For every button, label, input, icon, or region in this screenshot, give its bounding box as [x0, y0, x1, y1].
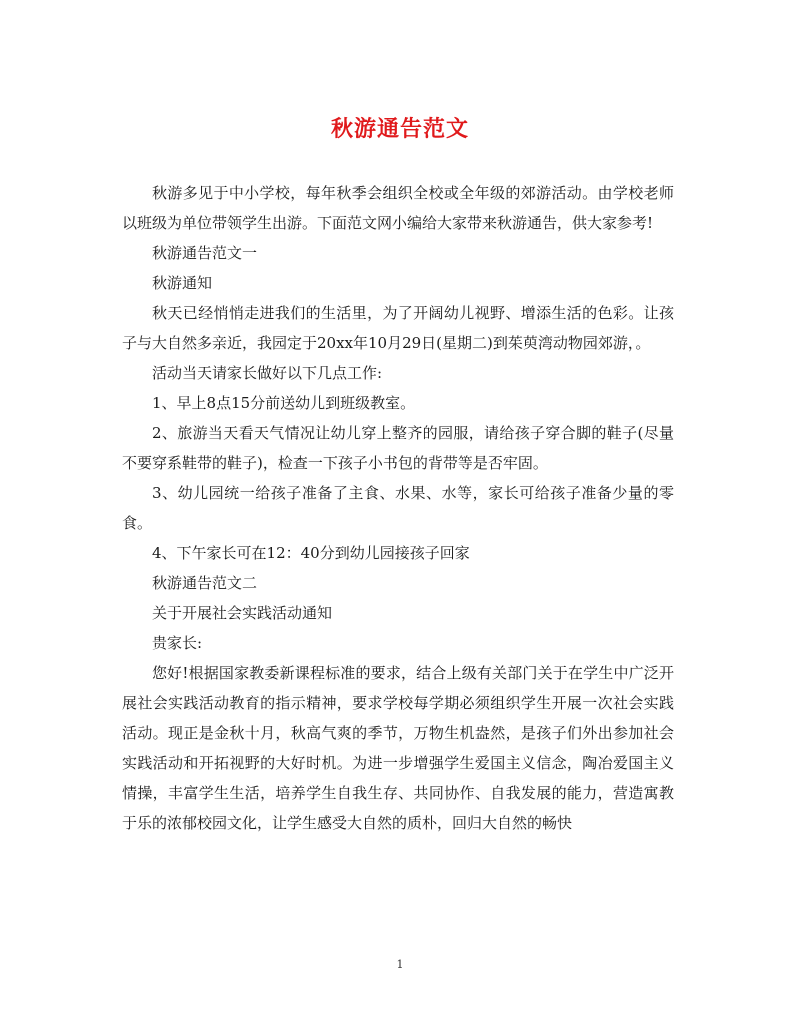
page-number: 1: [396, 958, 404, 971]
section-heading-sample-two: 秋游通告范文二: [152, 574, 258, 592]
notice-paragraph: 秋天已经悄悄走进我们的生活里，为了开阔幼儿视野、增添生活的色彩。让孩子与大自然多亲近，我园定于20xx年10月29日(星期二)到茱萸湾动物园郊游，。: [122, 304, 674, 352]
instruction-item-2: 2、旅游当天看天气情况让幼儿穿上整齐的园服，请给孩子穿合脚的鞋子(尽量不要穿系鞋带的鞋子)，检查一下孩子小书包的背带等是否牢固。: [122, 424, 674, 472]
instruction-item-3: 3、幼儿园统一给孩子准备了主食、水果、水等，家长可给孩子准备少量的零食。: [122, 484, 674, 532]
intro-paragraph: 秋游多见于中小学校，每年秋季会组织全校或全年级的郊游活动。由学校老师以班级为单位带领学生出游。下面范文网小编给大家带来秋游通告，供大家参考!: [122, 184, 674, 232]
instruction-item-4: 4、下午家长可在12：40分到幼儿园接孩子回家: [152, 544, 470, 562]
document-title: 秋游通告范文: [330, 116, 469, 142]
instructions-intro: 活动当天请家长做好以下几点工作:: [152, 364, 383, 382]
instruction-item-1: 1、早上8点15分前送幼儿到班级教室。: [152, 394, 416, 412]
salutation: 贵家长:: [152, 634, 203, 652]
activity-notice-heading: 关于开展社会实践活动通知: [152, 604, 333, 622]
notice-heading: 秋游通知: [152, 274, 213, 292]
activity-notice-paragraph: 您好!根据国家教委新课程标准的要求，结合上级有关部门关于在学生中广泛开展社会实践活动教育的指示精神，要求学校每学期必须组织学生开展一次社会实践活动。现正是金秋十月，秋高气爽的季节，万物生机盎然，是孩子们外出参加社会实践活动和开拓视野的大好时机。为进一步增强学生爱国主义信念，陶冶爱国主义情操，丰富学生生活，培养学生自我生存、共同协作、自我发展的能力，营造寓教于乐的浓郁校园文化，让学生感受大自然的质朴，回归大自然的畅快: [122, 664, 674, 832]
section-heading-sample-one: 秋游通告范文一: [152, 244, 258, 262]
document-body: [122, 178, 674, 838]
